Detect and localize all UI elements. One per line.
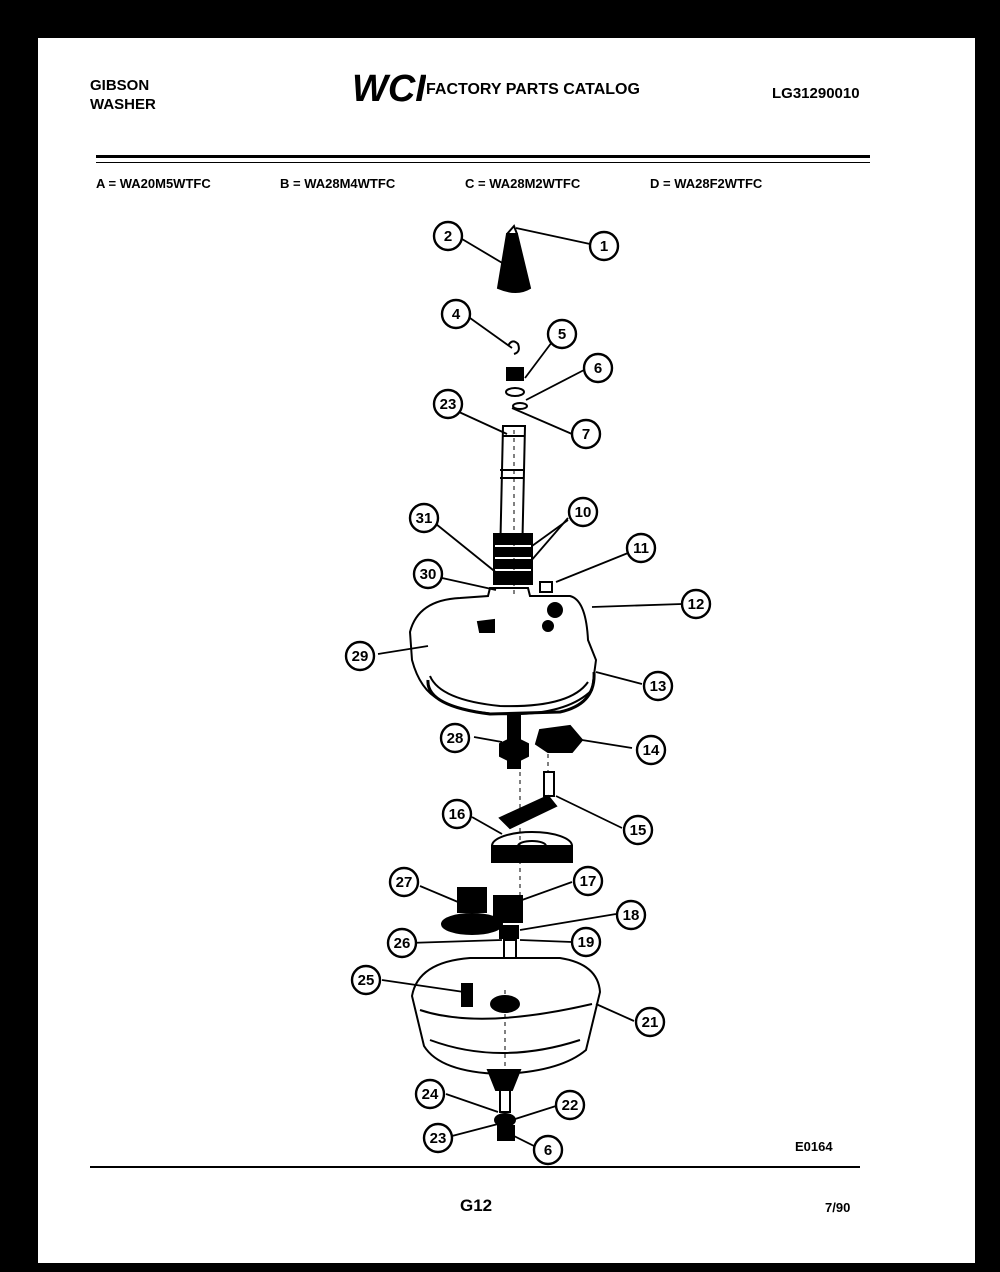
cover-bolt-part [548,603,562,617]
callout-31 [410,504,438,532]
callout-28 [441,724,469,752]
callout-30 [414,560,442,588]
callout-18 [617,901,645,929]
washer-part [506,388,524,396]
shaft-nut-part [507,368,523,380]
lower-hub-part [488,1070,520,1090]
crank-arm-part [500,796,556,828]
callout-30-number: 30 [419,566,437,583]
callout-21 [636,1008,664,1036]
callout-14-number: 14 [642,742,660,759]
callout-23-bottom [424,1124,452,1152]
callout-5-number: 5 [557,326,567,343]
crank-pin-part [544,772,554,796]
pinion-part [500,716,528,768]
callout-11 [627,534,655,562]
callout-23-top-number: 23 [439,396,457,413]
callout-14 [637,736,665,764]
callout-1-number: 1 [599,238,609,255]
gearcase-stud-part [462,984,472,1006]
callout-13-number: 13 [649,678,667,695]
bearing-part [500,926,518,938]
callout-18-number: 18 [622,907,640,924]
model-a: A = WA20M5WTFC [96,176,211,191]
callout-29 [346,642,374,670]
intermediate-gear-part [442,914,502,934]
brand-line-1: GIBSON [90,77,150,94]
callout-28-number: 28 [446,730,464,747]
callout-13 [644,672,672,700]
callout-23-top [434,390,462,418]
callout-26-number: 26 [393,935,411,952]
model-b: B = WA28M4WTFC [280,176,396,191]
callout-26 [388,929,416,957]
callout-25-number: 25 [357,972,375,989]
cover-lug-part [478,620,494,632]
ring-part [513,403,527,409]
footer-rule [90,1166,860,1168]
callout-12-number: 12 [687,596,705,613]
callout-10 [569,498,597,526]
clip-part [508,341,519,354]
small-plug-part [540,582,552,592]
intermediate-pinion-part [458,888,486,912]
callout-27-number: 27 [395,874,413,891]
callout-27 [390,868,418,896]
callout-16 [443,800,471,828]
drive-gear-teeth-part [492,846,572,862]
callout-12 [682,590,710,618]
wci-logo-text: WCI [352,68,426,108]
callout-17-number: 17 [579,873,597,890]
revision-date: 7/90 [825,1200,851,1215]
catalog-title: FACTORY PARTS CATALOG [426,81,640,98]
cap-top-part [507,226,517,234]
callout-15 [624,816,652,844]
callout-6-bottom-number: 6 [543,1142,553,1159]
callout-6-top-number: 6 [593,360,603,377]
callout-16-number: 16 [448,806,466,823]
parts-drawing [410,226,603,1140]
callout-25 [352,966,380,994]
callout-22 [556,1091,584,1119]
catalog-page [38,38,975,1263]
cover-boss-part [543,621,553,631]
callout-15-number: 15 [629,822,647,839]
callout-23-bottom-number: 23 [429,1130,447,1147]
lower-shaft-part [500,1090,510,1112]
callout-4-number: 4 [451,306,461,323]
callout-17 [574,867,602,895]
callout-5 [548,320,576,348]
callout-6-top [584,354,612,382]
shift-fork-part [536,726,582,752]
callout-19 [572,928,600,956]
callout-2 [434,222,462,250]
gearcase-cover-part [410,588,596,714]
callout-1 [590,232,618,260]
catalog-code: LG31290010 [772,85,860,102]
callout-19-number: 19 [577,934,595,951]
figure-code: E0164 [795,1139,833,1154]
callout-7-number: 7 [581,426,591,443]
callout-31-number: 31 [415,510,433,527]
callout-29-number: 29 [351,648,369,665]
callout-4 [442,300,470,328]
callout-10-number: 10 [574,504,592,521]
brand-line-2: WASHER [90,96,156,113]
lower-nut-part [498,1126,514,1140]
callout-24 [416,1080,444,1108]
exploded-parts-diagram [38,38,975,1263]
model-d: D = WA28F2WTFC [650,176,763,191]
callout-7 [572,420,600,448]
callout-6-bottom [534,1136,562,1164]
callout-24-number: 24 [421,1086,439,1103]
page-number: G12 [460,1196,493,1215]
model-c: C = WA28M2WTFC [465,176,581,191]
callout-11-number: 11 [633,540,649,557]
callout-21-number: 21 [641,1014,659,1031]
callout-22-number: 22 [561,1097,579,1114]
callout-2-number: 2 [443,228,453,245]
